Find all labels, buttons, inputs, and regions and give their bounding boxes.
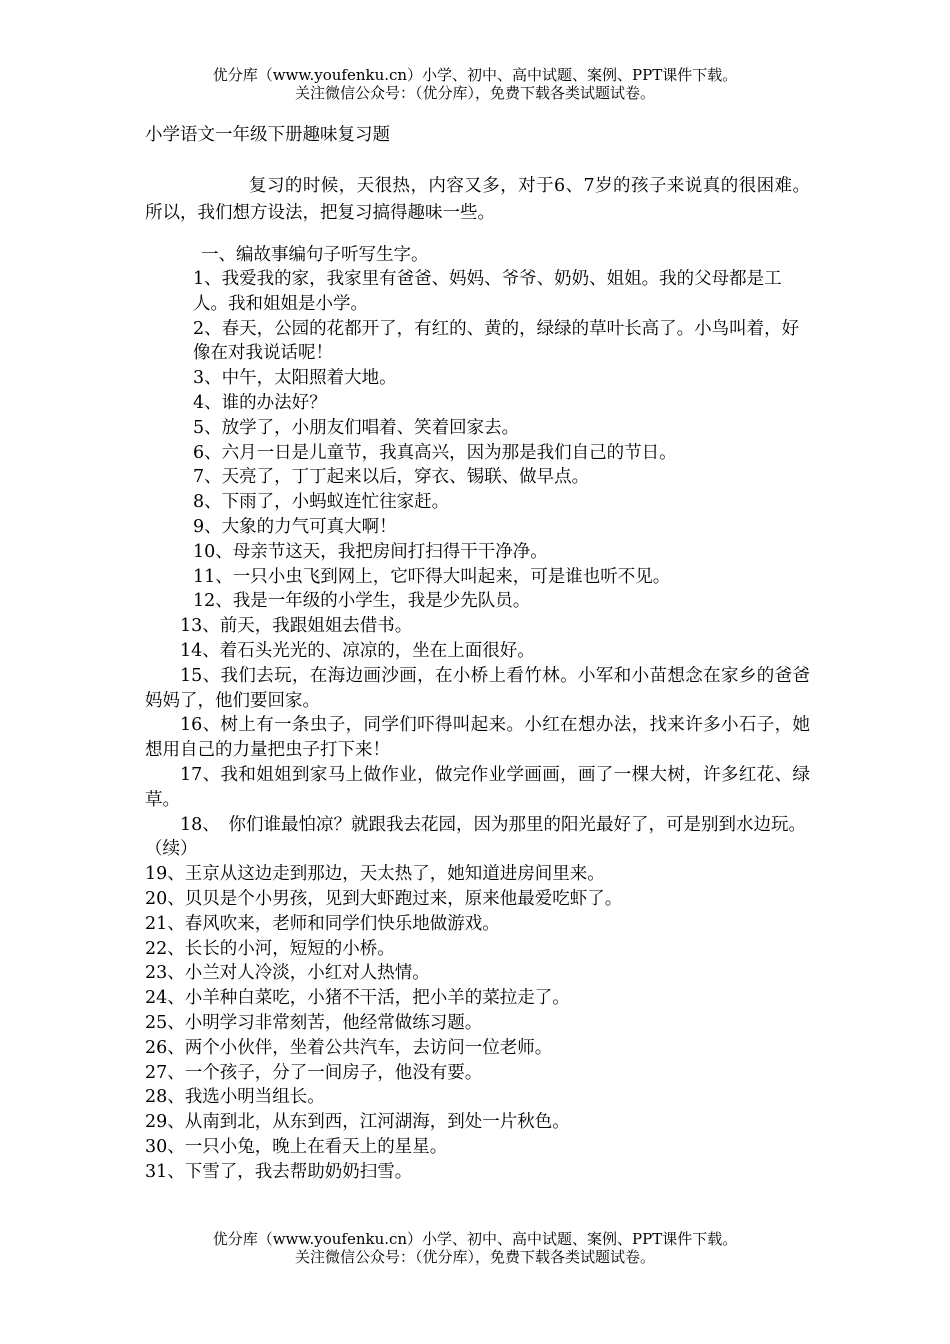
list-item: 25、小明学习非常刻苦，他经常做练习题。	[145, 1012, 483, 1033]
list-item: 13、前天，我跟姐姐去借书。	[180, 616, 413, 637]
list-item: 18、 你们谁最怕凉？就跟我去花园，因为那里的阳光最好了，可是别到水边玩。	[180, 814, 807, 835]
list-item: 14、着石头光光的、凉凉的，坐在上面很好。	[180, 640, 535, 661]
list-item: 22、长长的小河，短短的小桥。	[145, 938, 395, 959]
section-heading: 一、编故事编句子听写生字。	[201, 245, 429, 265]
list-item: 7、天亮了，丁丁起来以后，穿衣、锡联、做早点。	[193, 467, 590, 488]
header-line-2: 关注微信公众号：（优分库），免费下载各类试题试卷。	[294, 84, 655, 102]
list-item: 23、小兰对人冷淡，小红对人热情。	[145, 963, 430, 984]
list-item: 30、一只小兔，晚上在看天上的星星。	[145, 1136, 448, 1157]
list-item: 6、六月一日是儿童节，我真高兴，因为那是我们自己的节日。	[193, 442, 677, 463]
page-header	[0, 66, 950, 102]
document-body	[145, 123, 810, 1184]
list-item: 11、一只小虫飞到网上，它吓得大叫起来，可是谁也听不见。	[193, 566, 671, 587]
list-item: 20、贝贝是个小男孩，见到大虾跑过来，原来他最爱吃虾了。	[145, 888, 623, 909]
list-item: 24、小羊种白菜吃，小猪不干活，把小羊的菜拉走了。	[145, 988, 570, 1009]
document-title: 小学语文一年级下册趣味复习题	[145, 125, 390, 145]
list-item: 27、一个孩子，分了一间房子，他没有要。	[145, 1062, 483, 1083]
list-item: 8、下雨了，小蚂蚁连忙往家赶。	[193, 492, 450, 513]
list-item: 16、树上有一条虫子，同学们吓得叫起来。小红在想办法，找来许多小石子，她想用自己的力量把虫子打下来！	[145, 715, 810, 761]
list-item: 26、两个小伙伴，坐着公共汽车，去访问一位老师。	[145, 1037, 553, 1058]
header-line-1: 优分库（www.youfenku.cn）小学、初中、高中试题、案例、PPT课件下载。	[212, 66, 738, 84]
list-item: 15、我们去玩，在海边画沙画，在小桥上看竹林。小军和小苗想念在家乡的爸爸妈妈了，他们要回家。	[145, 665, 810, 711]
list-item: 21、春风吹来，老师和同学们快乐地做游戏。	[145, 913, 500, 934]
list-item: 17、我和姐姐到家马上做作业，做完作业学画画，画了一棵大树，许多红花、绿草。	[145, 764, 810, 810]
page-footer	[0, 1230, 950, 1266]
list-item: 28、我选小明当组长。	[145, 1087, 325, 1108]
item-list-continued	[145, 862, 810, 1184]
list-item: 12、我是一年级的小学生，我是少先队员。	[193, 591, 531, 612]
footer-line-1: 优分库（www.youfenku.cn）小学、初中、高中试题、案例、PPT课件下载。	[212, 1230, 738, 1248]
list-item: 10、母亲节这天，我把房间打扫得干干净净。	[193, 541, 548, 562]
continued-label: （续）	[145, 839, 198, 860]
intro-paragraph: 复习的时候，天很热，内容又多，对于6、7岁的孩子来说真的很困难。所以，我们想方设法，把复习搞得趣味一些。	[145, 176, 810, 223]
item-list-part1	[145, 267, 810, 614]
list-item: 4、谁的办法好？	[193, 392, 327, 413]
list-item: 19、王京从这边走到那边，天太热了，她知道进房间里来。	[145, 864, 605, 885]
list-item: 3、中午，太阳照着大地。	[193, 368, 397, 389]
item-list-part2	[145, 614, 810, 837]
footer-line-2: 关注微信公众号：（优分库），免费下载各类试题试卷。	[294, 1248, 655, 1266]
list-item: 5、放学了，小朋友们唱着、笑着回家去。	[193, 417, 520, 438]
list-item: 9、大象的力气可真大啊！	[193, 516, 397, 537]
list-item: 1、我爱我的家，我家里有爸爸、妈妈、爷爷、奶奶、姐姐。我的父母都是工人。我和姐姐是小学。	[193, 269, 782, 314]
list-item: 2、春天，公园的花都开了，有红的、黄的，绿绿的草叶长高了。小鸟叫着，好像在对我说话呢！	[193, 318, 800, 364]
list-item: 29、从南到北，从东到西，江河湖海，到处一片秋色。	[145, 1112, 570, 1133]
list-item: 31、下雪了，我去帮助奶奶扫雪。	[145, 1161, 413, 1182]
